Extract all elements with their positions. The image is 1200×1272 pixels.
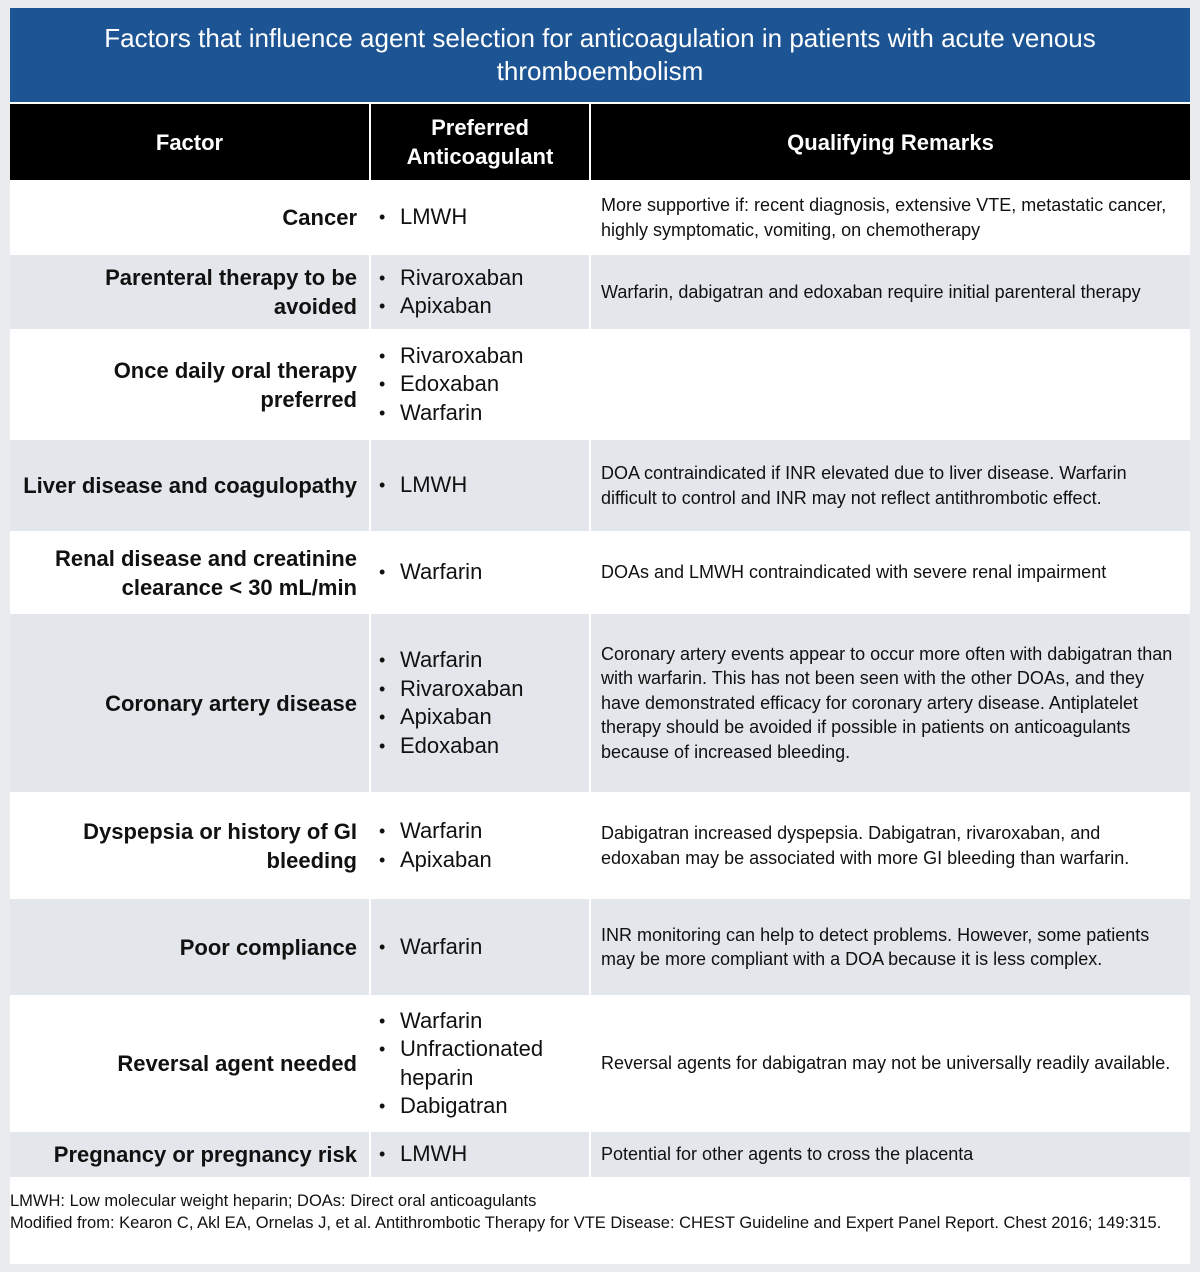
table-row — [10, 794, 1190, 898]
header-row — [10, 104, 1190, 182]
preferred-anticoagulant-cell — [370, 254, 590, 331]
agent-list-item: • LMWH — [379, 471, 583, 500]
table-row — [10, 997, 1190, 1131]
agent-list-item: • Warfarin — [379, 399, 583, 428]
agent-list — [379, 1007, 583, 1121]
factor-cell: Renal disease and creatinine clearance < 30 mL/min — [10, 533, 370, 613]
qualifying-remarks-cell: INR monitoring can help to detect problems. However, some patients may be more compliant with a DOA because it is less complex. — [590, 898, 1190, 997]
footnote-source: Modified from: Kearon C, Akl EA, Ornelas J, et al. Antithrombotic Therapy for VTE Disease: CHEST Guideline and Expert Panel Report. Chest 2016; 149:315. — [10, 1214, 1162, 1232]
preferred-anticoagulant-cell — [370, 331, 590, 439]
factor-cell: Coronary artery disease — [10, 613, 370, 794]
agent-list — [379, 264, 583, 321]
table-row — [10, 331, 1190, 439]
agent-list-item: • Edoxaban — [379, 370, 583, 399]
agent-list — [379, 1140, 583, 1169]
anticoagulant-selection-table — [10, 104, 1190, 1177]
agent-list-item: • Warfarin — [379, 817, 583, 846]
footnotes — [10, 1190, 1180, 1234]
qualifying-remarks-cell: More supportive if: recent diagnosis, extensive VTE, metastatic cancer, highly symptomatic, vomiting, on chemotherapy — [590, 182, 1190, 254]
factor-cell: Pregnancy or pregnancy risk — [10, 1131, 370, 1177]
header-preferred-anticoagulant: Preferred Anticoagulant — [370, 104, 590, 182]
qualifying-remarks-cell: Potential for other agents to cross the placenta — [590, 1131, 1190, 1177]
agent-list — [379, 471, 583, 500]
agent-list — [379, 203, 583, 232]
agent-list-item: • Apixaban — [379, 292, 583, 321]
agent-list — [379, 817, 583, 874]
agent-list-item: • Rivaroxaban — [379, 675, 583, 704]
factor-cell: Liver disease and coagulopathy — [10, 439, 370, 533]
agent-list-item: • Edoxaban — [379, 732, 583, 761]
preferred-anticoagulant-cell — [370, 439, 590, 533]
table-title: Factors that influence agent selection for anticoagulation in patients with acute venous thromboembolism — [10, 8, 1190, 102]
factor-cell: Parenteral therapy to be avoided — [10, 254, 370, 331]
qualifying-remarks-cell: DOAs and LMWH contraindicated with severe renal impairment — [590, 533, 1190, 613]
agent-list-item: • Apixaban — [379, 846, 583, 875]
preferred-anticoagulant-cell — [370, 182, 590, 254]
table-row — [10, 1131, 1190, 1177]
agent-list-item: • LMWH — [379, 1140, 583, 1169]
agent-list-item: • Unfractionated heparin — [379, 1035, 583, 1092]
table-row — [10, 533, 1190, 613]
qualifying-remarks-cell: Coronary artery events appear to occur more often with dabigatran than with warfarin. This has not been seen with the other DOAs, and they have demonstrated efficacy for coronary artery disease. Antiplatelet therapy should be avoided if possible in patients on anticoagulants because of increased bleeding. — [590, 613, 1190, 794]
table-row — [10, 182, 1190, 254]
preferred-anticoagulant-cell — [370, 533, 590, 613]
header-qualifying-remarks: Qualifying Remarks — [590, 104, 1190, 182]
agent-list-item: • Warfarin — [379, 1007, 583, 1036]
table-header — [10, 104, 1190, 182]
agent-list-item: • Rivaroxaban — [379, 342, 583, 371]
agent-list-item: • LMWH — [379, 203, 583, 232]
header-factor: Factor — [10, 104, 370, 182]
agent-list-item: • Dabigatran — [379, 1092, 583, 1121]
agent-list-item: • Warfarin — [379, 558, 583, 587]
agent-list-item: • Warfarin — [379, 646, 583, 675]
qualifying-remarks-cell: Dabigatran increased dyspepsia. Dabigatran, rivaroxaban, and edoxaban may be associated with more GI bleeding than warfarin. — [590, 794, 1190, 898]
agent-list-item: • Apixaban — [379, 703, 583, 732]
qualifying-remarks-cell: Reversal agents for dabigatran may not be universally readily available. — [590, 997, 1190, 1131]
factor-cell: Once daily oral therapy preferred — [10, 331, 370, 439]
table-row — [10, 898, 1190, 997]
table-body — [10, 182, 1190, 1177]
agent-list — [379, 646, 583, 760]
factor-cell: Dyspepsia or history of GI bleeding — [10, 794, 370, 898]
table-row — [10, 439, 1190, 533]
qualifying-remarks-cell: DOA contraindicated if INR elevated due to liver disease. Warfarin difficult to control and INR may not reflect antithrombotic effect. — [590, 439, 1190, 533]
document-sheet — [10, 8, 1190, 1264]
preferred-anticoagulant-cell — [370, 613, 590, 794]
preferred-anticoagulant-cell — [370, 794, 590, 898]
agent-list-item: • Warfarin — [379, 933, 583, 962]
qualifying-remarks-cell: Warfarin, dabigatran and edoxaban require initial parenteral therapy — [590, 254, 1190, 331]
factor-cell: Cancer — [10, 182, 370, 254]
agent-list — [379, 933, 583, 962]
preferred-anticoagulant-cell — [370, 997, 590, 1131]
table-row — [10, 613, 1190, 794]
table-row — [10, 254, 1190, 331]
factor-cell: Poor compliance — [10, 898, 370, 997]
preferred-anticoagulant-cell — [370, 898, 590, 997]
footnote-abbreviations: LMWH: Low molecular weight heparin; DOAs: Direct oral anticoagulants — [10, 1192, 537, 1210]
agent-list-item: • Rivaroxaban — [379, 264, 583, 293]
qualifying-remarks-cell — [590, 331, 1190, 439]
preferred-anticoagulant-cell — [370, 1131, 590, 1177]
agent-list — [379, 342, 583, 428]
factor-cell: Reversal agent needed — [10, 997, 370, 1131]
agent-list — [379, 558, 583, 587]
